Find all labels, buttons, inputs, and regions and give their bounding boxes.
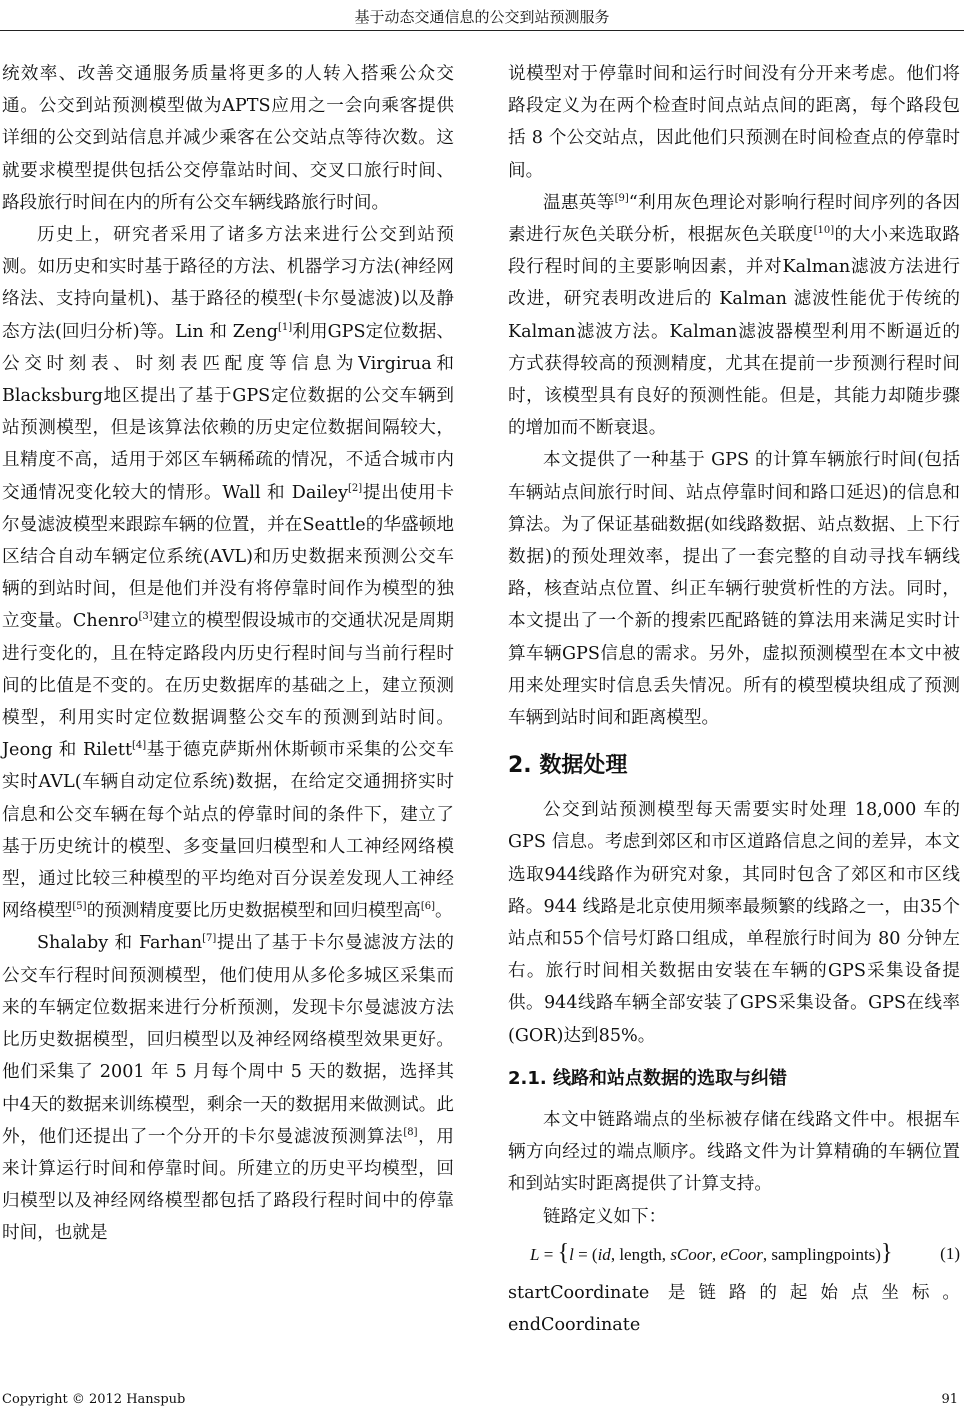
running-header: 基于动态交通信息的公交到站预测服务: [354, 8, 610, 26]
equation-text: , samplingpoints): [762, 1244, 881, 1264]
subsection-heading: 2.1. 线路和站点数据的选取与纠错: [508, 1067, 787, 1089]
text-run: 提出了基于卡尔曼滤波方法的公交车行程时间预测模型，他们使用从多伦多城区采集而来的车辆定位数据来进行分析预测，发现卡尔曼滤波方法比历史数据模型，回归模型以及神经网络模型效果更好。他们采集了 2001 年 5 月每个周中 5 天的数据，选择其中4天的数据来训练模型，剩余一天的数据用来做测试。此外，他们还提出了一个分开的卡尔曼滤波预测算法: [2, 933, 454, 1147]
paragraph: 公交到站预测模型每天需要实时处理 18,000 车的 GPS 信息。考虑到郊区和市区道路信息之间的差异，本文选取944线路作为研究对象，其同时包含了郊区和市区线路。944 线路是北京使用频率最频繁的线路之一，由35个站点和55个信号灯路口组成，单程旅行时间为 80 分钟左右。旅行时间相关数据由安装在车辆的GPS采集设备提供。944线路车辆全部安装了GPS采集设备。GPS在线率(GOR)达到85%。: [508, 800, 960, 1046]
equation-symbol: sCoor: [670, 1244, 712, 1264]
equation-symbol: eCoor: [720, 1244, 763, 1264]
citation-ref[interactable]: [7]: [202, 933, 217, 945]
equation-brace: {: [557, 1239, 570, 1266]
citation-ref[interactable]: [8]: [403, 1126, 418, 1138]
citation-ref[interactable]: [1]: [278, 321, 293, 333]
text-run: 提出使用卡尔曼滤波模型来跟踪车辆的位置，并在Seattle的华盛顿地区结合自动车辆定位系统(AVL)和历史数据来预测公交车辆的到站时间，但是他们并没有将停靠时间作为模型的独立变量。Chenro: [2, 482, 454, 632]
text-run: 温惠英等: [543, 192, 615, 213]
citation-ref[interactable]: [6]: [420, 901, 436, 913]
text-run: 的大小来选取路段行程时间的主要影响因素，并对Kalman滤波方法进行改进，研究表明改进后的 Kalman 滤波性能优于传统的Kalman滤波方法。Kalman滤波器模型利用不断逼近的方式获得较高的预测精度，尤其在提前一步预测行程时间时，该模型具有良好的预测性能。但是，其能力却随步骤的增加而不断衰退。: [508, 225, 960, 439]
paragraph: [508, 187, 960, 445]
text-run: 利用GPS定位数据、公交时刻表、时刻表匹配度等信息为Virgirua和Blacksburg地区提出了基于GPS定位数据的公交车辆到站预测模型，但是该算法依赖的历史定位数据间隔较大，且精度不高，适用于郊区车辆稀疏的情况，不适合城市内交通情况变化较大的情形。Wall 和 Dailey: [2, 321, 454, 503]
paragraph: [2, 927, 454, 1249]
paragraph: [2, 219, 454, 927]
citation-ref[interactable]: [2]: [347, 482, 363, 494]
page-number: 91: [941, 1392, 958, 1407]
citation-ref[interactable]: [3]: [138, 611, 153, 623]
paragraph: 链路定义如下：: [543, 1206, 667, 1227]
citation-ref[interactable]: [10]: [813, 225, 835, 237]
equation-brace: }: [880, 1239, 893, 1266]
text-run: 历史上，研究者采用了诸多方法来进行公交到站预测。如历史和实时基于路径的方法、机器学习方法(神经网络法、支持向量机)、基于路径的模型(卡尔曼滤波)以及静态方法(回归分析)等。Lin 和 Zeng: [2, 225, 454, 342]
text-run: 基于德克萨斯州休斯顿市采集的公交车实时AVL(车辆自动定位系统)数据，在给定交通拥挤实时信息和公交车辆在每个站点的停靠时间的条件下，建立了基于历史统计的模型、多变量回归模型和人工神经网络模型，通过比较三种模型的平均绝对百分误差发现人工神经网络模型: [2, 740, 454, 922]
equation-text: =: [539, 1244, 558, 1264]
text-run: 。: [435, 901, 453, 922]
text-run: “利用灰色理论对影响行程时间序列的各因素进行灰色关联分析，根据灰色关联度: [508, 192, 960, 246]
left-column: [2, 58, 454, 1250]
equation-symbol: L: [530, 1244, 540, 1264]
header-rule: [0, 30, 964, 31]
equation-text: , length,: [610, 1244, 671, 1264]
equation: [508, 1237, 960, 1271]
equation-symbol: l: [569, 1244, 574, 1264]
equation-body: [530, 1237, 892, 1271]
citation-ref[interactable]: [4]: [132, 740, 147, 752]
text-run: 建立的模型假设城市的交通状况是周期进行变化的，且在特定路段内历史行程时间与当前行程时间的比值是不变的。在历史数据库的基础之上，建立预测模型，利用实时定位数据调整公交车的预测到站时间。Jeong 和 Rilett: [2, 611, 454, 761]
copyright-notice: Copyright © 2012 Hanspub: [2, 1392, 186, 1407]
equation-number: (1): [940, 1243, 960, 1263]
paragraph: 统效率、改善交通服务质量将更多的人转入搭乘公众交通。公交到站预测模型做为APTS应用之一会向乘客提供详细的公交到站信息并减少乘客在公交站点等待次数。这就要求模型提供包括公交停靠站时间、交叉口旅行时间、路段旅行时间在内的所有公交车辆线路旅行时间。: [2, 64, 454, 213]
equation-text: = (: [573, 1244, 598, 1264]
text-run: Shalaby 和 Farhan: [37, 933, 203, 954]
section-heading: 2. 数据处理: [508, 753, 628, 779]
equation-symbol: id: [597, 1244, 611, 1264]
paragraph: startCoordinate 是链路的起始点坐标。 endCoordinate: [508, 1282, 960, 1336]
citation-ref[interactable]: [5]: [72, 901, 87, 913]
equation-text: ,: [711, 1244, 721, 1264]
text-run: ，用来计算运行时间和停靠时间。所建立的历史平均模型，回归模型以及神经网络模型都包括了路段行程时间中的停靠时间，也就是: [2, 1126, 454, 1244]
right-column: [508, 58, 960, 1341]
citation-ref[interactable]: [9]: [614, 192, 629, 204]
paragraph: 本文提供了一种基于 GPS 的计算车辆旅行时间(包括车辆站点间旅行时间、站点停靠时间和路口延迟)的信息和算法。为了保证基础数据(如线路数据、站点数据、上下行数据)的预处理效率，提出了一套完整的自动寻找车辆线路，核查站点位置、纠正车辆行驶赏析性的方法。同时，本文提出了一个新的搜索匹配路链的算法用来满足实时计算车辆GPS信息的需求。另外，虚拟预测模型在本文中被用来处理实时信息丢失情况。所有的模型模块组成了预测车辆到站时间和距离模型。: [508, 450, 960, 729]
paragraph: 说模型对于停靠时间和运行时间没有分开来考虑。他们将路段定义为在两个检查时间点站点间的距离，每个路段包括 8 个公交站点，因此他们只预测在时间检查点的停靠时间。: [508, 64, 960, 181]
paragraph: 本文中链路端点的坐标被存储在线路文件中。根据车辆方向经过的端点顺序。线路文件为计算精确的车辆位置和到站实时距离提供了计算支持。: [508, 1109, 960, 1195]
text-run: 的预测精度要比历史数据模型和回归模型高: [86, 901, 421, 922]
